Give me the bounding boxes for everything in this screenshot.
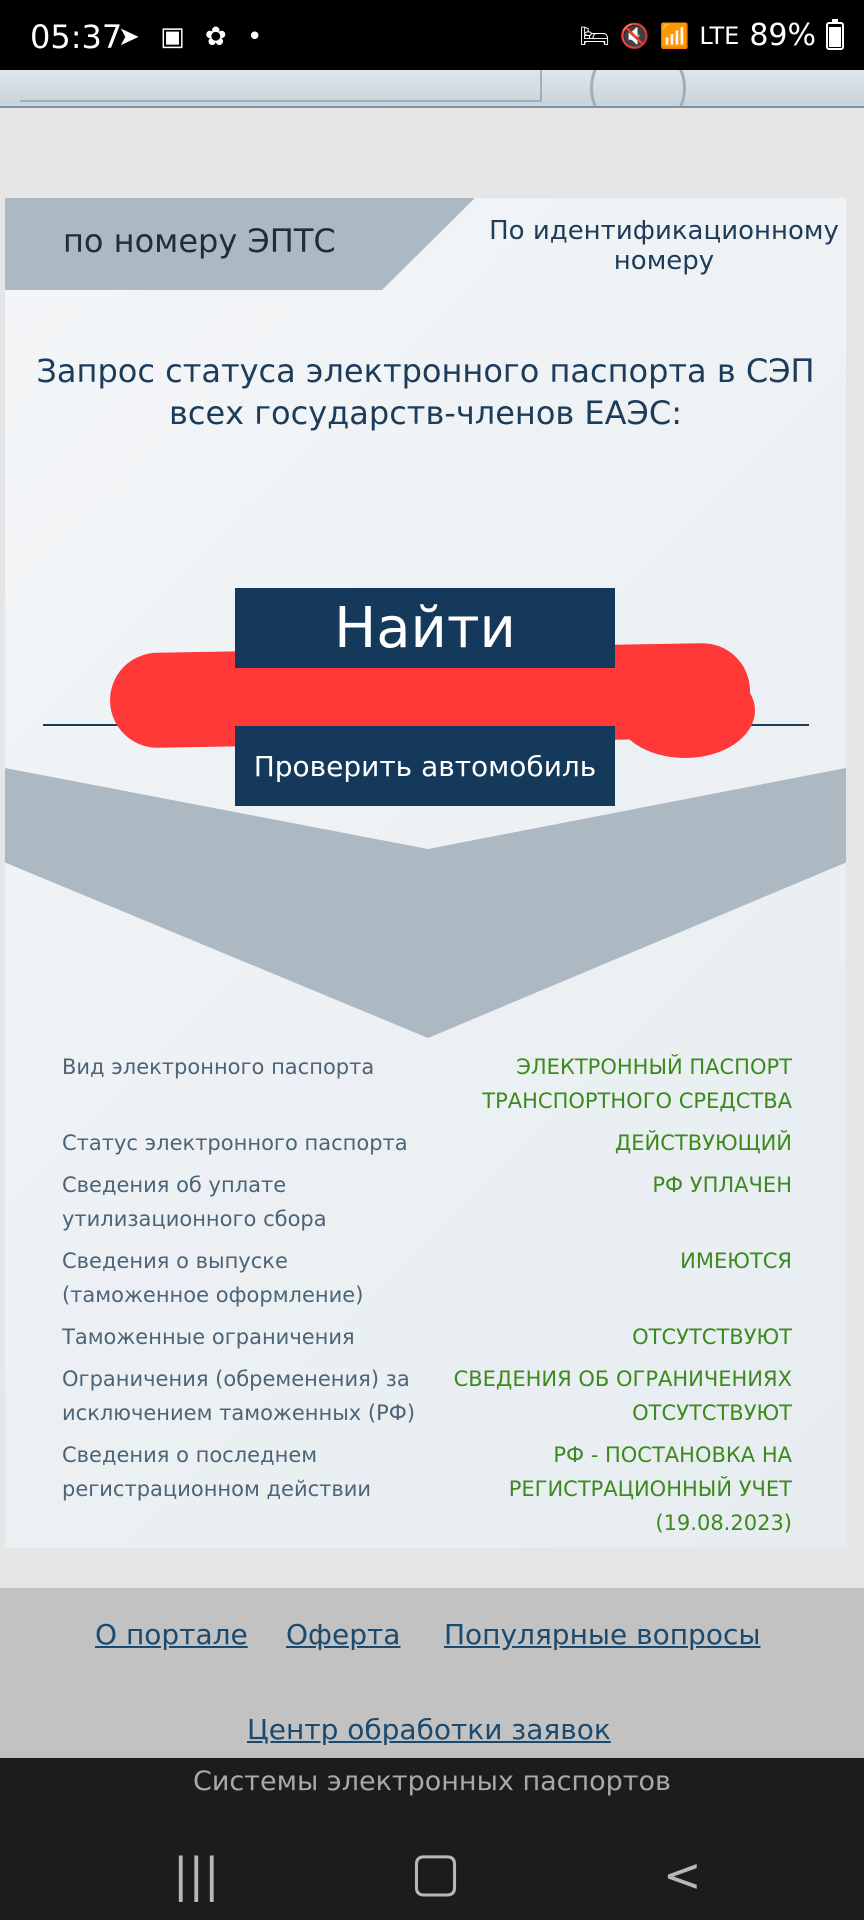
info-value: РФ УПЛАЧЕН (652, 1173, 792, 1197)
notification-icons (118, 22, 268, 52)
status-bar (0, 0, 864, 70)
info-key: Сведения об уплате утилизационного сбора (62, 1173, 327, 1231)
faq-link[interactable]: Популярные вопросы (444, 1618, 761, 1651)
search-card (5, 198, 846, 1548)
info-key: Сведения о выпуске (таможенное оформление) (62, 1249, 364, 1307)
dot-icon: • (246, 22, 269, 52)
system-icons (579, 18, 844, 53)
tab-vin[interactable]: По идентификационному номеру (489, 216, 839, 276)
info-value: ОТСУТСТВУЮТ (632, 1325, 792, 1349)
query-title: Запрос статуса электронного паспорта в СЭП всех государств-членов ЕАЭС: (36, 352, 815, 432)
header-wheel-sketch (590, 70, 686, 108)
header-image (0, 70, 864, 108)
find-button[interactable]: Найти (235, 588, 615, 668)
back-icon[interactable]: < (663, 1848, 702, 1902)
info-key: Вид электронного паспорта (62, 1055, 375, 1079)
about-link[interactable]: О портале (95, 1618, 248, 1651)
info-row (62, 1050, 792, 1118)
info-row (62, 1320, 792, 1354)
offer-link[interactable]: Оферта (286, 1618, 401, 1651)
info-key: Ограничения (обременения) за исключением таможенных (РФ) (62, 1367, 416, 1425)
info-key: Статус электронного паспорта (62, 1131, 408, 1155)
wifi-icon: 📶 (659, 21, 690, 50)
sleep-icon: 🛏 (579, 21, 610, 50)
home-icon[interactable]: ▢ (410, 1840, 462, 1903)
info-value: ИМЕЮТСЯ (680, 1249, 792, 1273)
telegram-icon: ➤ (118, 22, 146, 52)
header-sketch (20, 70, 542, 102)
redaction-mark-end (615, 663, 755, 758)
check-car-button[interactable]: Проверить автомобиль (235, 726, 615, 806)
page-title-bar: Системы электронных паспортов (193, 1766, 671, 1797)
apps-icon: ✿ (204, 22, 233, 52)
site-footer (0, 1588, 864, 1758)
gallery-icon: ▣ (160, 22, 191, 52)
info-key: Таможенные ограничения (62, 1325, 355, 1349)
info-row (62, 1126, 792, 1160)
spacer (5, 388, 846, 389)
info-key: Сведения о последнем регистрационном действии (62, 1443, 372, 1501)
passport-info-table (62, 1050, 792, 1548)
info-row (62, 1362, 792, 1430)
chevron-decoration (5, 768, 846, 1038)
info-row (62, 1244, 792, 1312)
info-value: ЭЛЕКТРОННЫЙ ПАСПОРТ ТРАНСПОРТНОГО СРЕДСТВА (482, 1055, 792, 1113)
request-center-link[interactable]: Центр обработки заявок (247, 1713, 611, 1746)
battery-percent: 89% (749, 18, 816, 53)
info-value: РФ - ПОСТАНОВКА НА РЕГИСТРАЦИОННЫЙ УЧЕТ (19.08.2023) (508, 1443, 792, 1535)
info-value: ДЕЙСТВУЮЩИЙ (614, 1131, 792, 1155)
info-row (62, 1168, 792, 1236)
tab-eptc-label[interactable]: по номеру ЭПТС (63, 222, 336, 260)
clock: 05:37 (30, 18, 123, 56)
recent-apps-icon[interactable]: ||| (173, 1848, 220, 1902)
info-value: СВЕДЕНИЯ ОБ ОГРАНИЧЕНИЯХ ОТСУТСТВУЮТ (453, 1367, 792, 1425)
info-row (62, 1438, 792, 1540)
browser-bottom-bar (0, 1758, 864, 1920)
lte-icon: LTE (699, 21, 740, 50)
mute-icon: 🔇 (619, 21, 650, 50)
battery-icon (826, 22, 844, 50)
